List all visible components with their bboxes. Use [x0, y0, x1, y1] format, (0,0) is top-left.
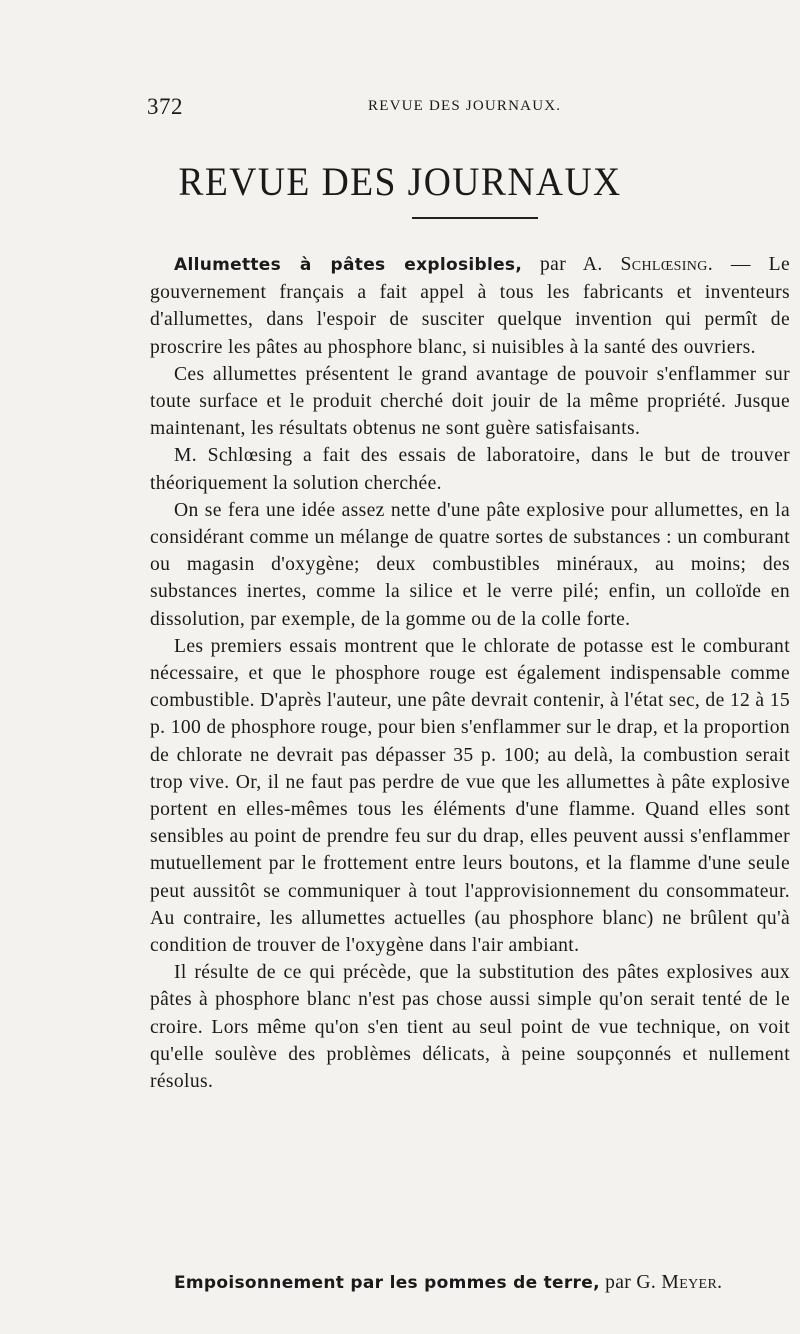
article-byline-prefix: par A. [540, 254, 603, 275]
next-article-heading [174, 1272, 794, 1294]
article-intro-paragraph [150, 251, 790, 361]
article-title: Allumettes à pâtes explosibles, [174, 255, 523, 275]
article-body [150, 251, 790, 1095]
article-paragraph: M. Schlœsing a fait des essais de laboratoire, dans le but de trouver théoriquement la solution cherchée. [150, 445, 790, 494]
running-title: REVUE DES JOURNAUX. [368, 98, 562, 114]
article-author: Schlœsing. [620, 254, 713, 275]
article-paragraph: On se fera une idée assez nette d'une pâte explosive pour allumettes, en la considérant comme un mélange de quatre sortes de substances : un comburant ou magasin d'oxygène; deux combustibles minéraux, au moins; des substances inertes, comme la silice et le verre pilé; enfin, un colloïde en dissolution, par exemple, de la gomme ou de la colle forte. [150, 499, 790, 630]
page-number: 372 [147, 94, 183, 119]
article-paragraph: Les premiers essais montrent que le chlorate de potasse est le comburant nécessaire, et que le phosphore rouge est également indispensable comme combustible. D'après l'auteur, une pâte devrait contenir, à l'état sec, de 12 à 15 p. 100 de phosphore rouge, pour bien s'enflammer sur le drap, et la proportion de chlorate ne devrait pas dépasser 35 p. 100; au delà, la combustion serait trop vive. Or, il ne faut pas perdre de vue que les allumettes à pâte explosive portent en elles-mêmes tous les éléments d'une flamme. Quand elles sont sensibles au point de prendre feu sur du drap, elles peuvent aussi s'enflammer mutuellement par le frottement entre leurs boutons, et la flamme d'une seule peut aussitôt se communiquer à tout l'approvisionnement du consommateur. Au contraire, les allumettes actuelles (au phosphore blanc) ne brûlent qu'à condition de trouver de l'oxygène dans l'air ambiant. [150, 635, 790, 957]
title-rule [412, 217, 538, 219]
next-article-title: Empoisonnement par les pommes de terre, [174, 1273, 600, 1293]
article-paragraph: Il résulte de ce qui précède, que la substitution des pâtes explosives aux pâtes à phosphore blanc n'est pas chose aussi simple qu'on serait tenté de le croire. Lors même qu'on s'en tient au seul point de vue technique, on voit qu'elle soulève des problèmes délicats, à peine soupçonnés et nullement résolus. [150, 962, 790, 1093]
section-title: REVUE DES JOURNAUX [178, 159, 622, 204]
next-article-byline-prefix: par G. [605, 1272, 657, 1293]
article-intro: — Le gouvernement français a fait appel à tous les fabricants et inventeurs d'allumettes, dans l'espoir de susciter quelque invention qui permît de proscrire les pâtes au phosphore blanc, si nuisibles à la santé des ouvriers. [150, 254, 791, 358]
next-article-author: Meyer. [661, 1272, 723, 1293]
article-paragraph: Ces allumettes présentent le grand avantage de pouvoir s'enflammer sur toute surface et le produit cherché doit jouir de la même propriété. Jusque maintenant, les résultats obtenus ne sont guère satisfaisants. [150, 363, 790, 440]
running-head [0, 94, 800, 124]
